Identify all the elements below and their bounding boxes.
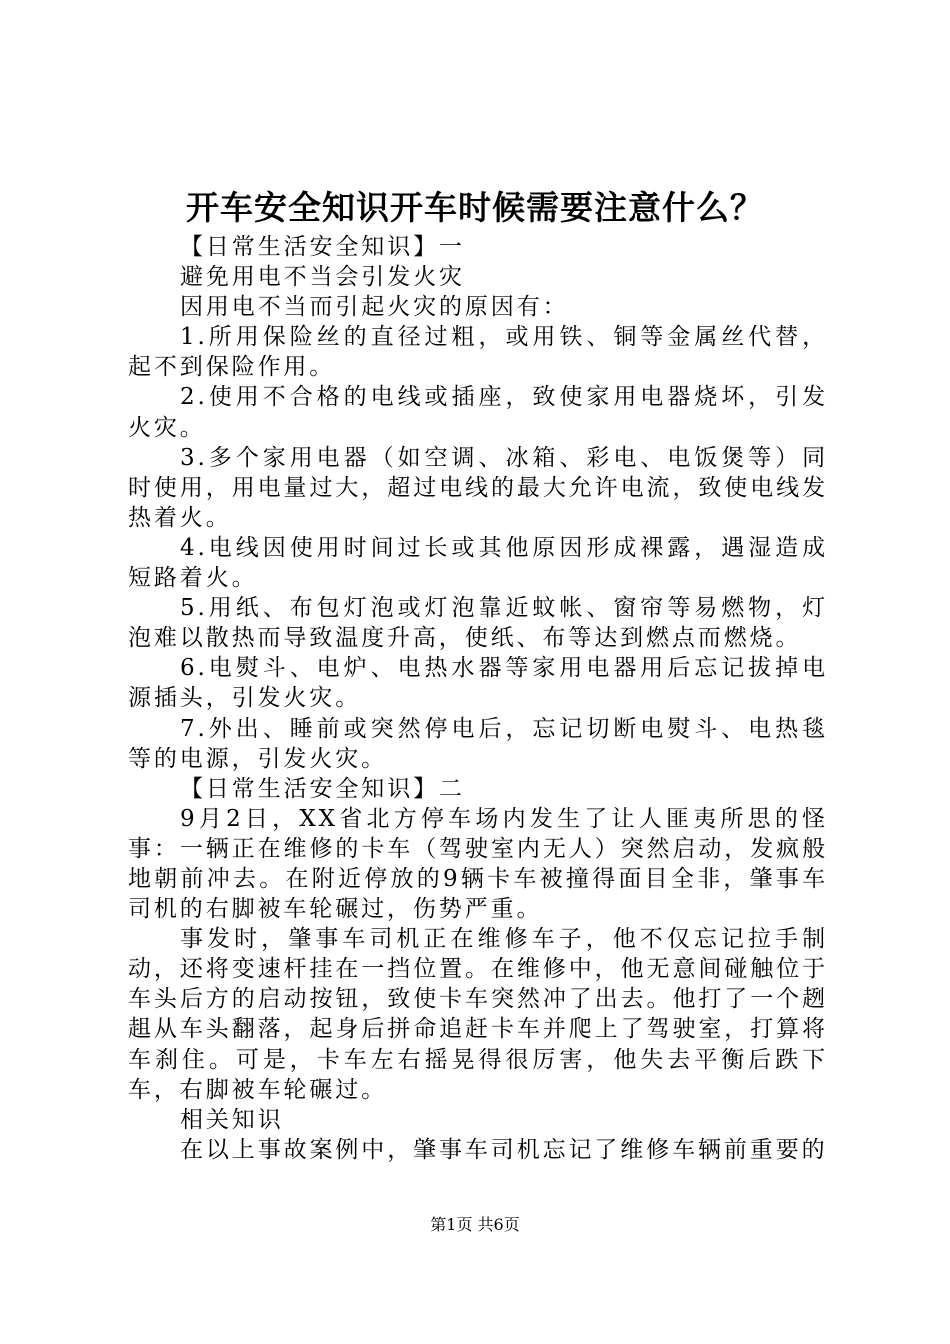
paragraph: 【日常生活安全知识】一 <box>180 234 465 260</box>
page-footer: 第1页 共6页 <box>430 1215 520 1234</box>
paragraph: 避免用电不当会引发火灾 <box>180 264 465 291</box>
document-title: 开车安全知识开车时候需要注意什么？ <box>186 188 764 227</box>
paragraph: 4.电线因使用时间过长或其他原因形成裸露，遇湿造成短路着火。 <box>128 534 828 592</box>
paragraph: 因用电不当而引起火灾的原因有： <box>180 294 569 321</box>
paragraph: 事发时，肇事车司机正在维修车子，他不仅忘记拉手制动，还将变速杆挂在一挡位置。在维修中，他无意间碰触位于车头后方的启动按钮，致使卡车突然冲了出去。他打了一个趔趄从车头翻落，起身后拼命追赶卡车并爬上了驾驶室，打算将车刹住。可是，卡车左右摇晃得很厉害，他失去平衡后跌下车，右脚被车轮碾过。 <box>128 926 828 1103</box>
paragraph: 2.使用不合格的电线或插座，致使家用电器烧坏，引发火灾。 <box>128 384 828 441</box>
paragraph: 【日常生活安全知识】二 <box>180 775 465 802</box>
paragraph: 在以上事故案例中，肇事车司机忘记了维修车辆前重要的 <box>180 1136 828 1163</box>
paragraph: 1.所用保险丝的直径过粗，或用铁、铜等金属丝代替，起不到保险作用。 <box>128 324 828 381</box>
document-body <box>128 232 828 1165</box>
paragraph: 9月2日，XX省北方停车场内发生了让人匪夷所思的怪事：一辆正在维修的卡车（驾驶室内无人）突然启动，发疯般地朝前冲去。在附近停放的9辆卡车被撞得面目全非，肇事车司机的右脚被车轮碾过，伤势严重。 <box>128 805 828 923</box>
paragraph: 5.用纸、布包灯泡或灯泡靠近蚊帐、窗帘等易燃物，灯泡难以散热而导致温度升高，使纸、布等达到燃点而燃烧。 <box>128 595 828 652</box>
paragraph: 6.电熨斗、电炉、电热水器等家用电器用后忘记拔掉电源插头，引发火灾。 <box>128 655 828 712</box>
paragraph: 7.外出、睡前或突然停电后，忘记切断电熨斗、电热毯等的电源，引发火灾。 <box>128 715 828 772</box>
paragraph: 3.多个家用电器（如空调、冰箱、彩电、电饭煲等）同时使用，用电量过大，超过电线的最大允许电流，致使电线发热着火。 <box>128 444 828 531</box>
paragraph: 相关知识 <box>180 1106 284 1133</box>
